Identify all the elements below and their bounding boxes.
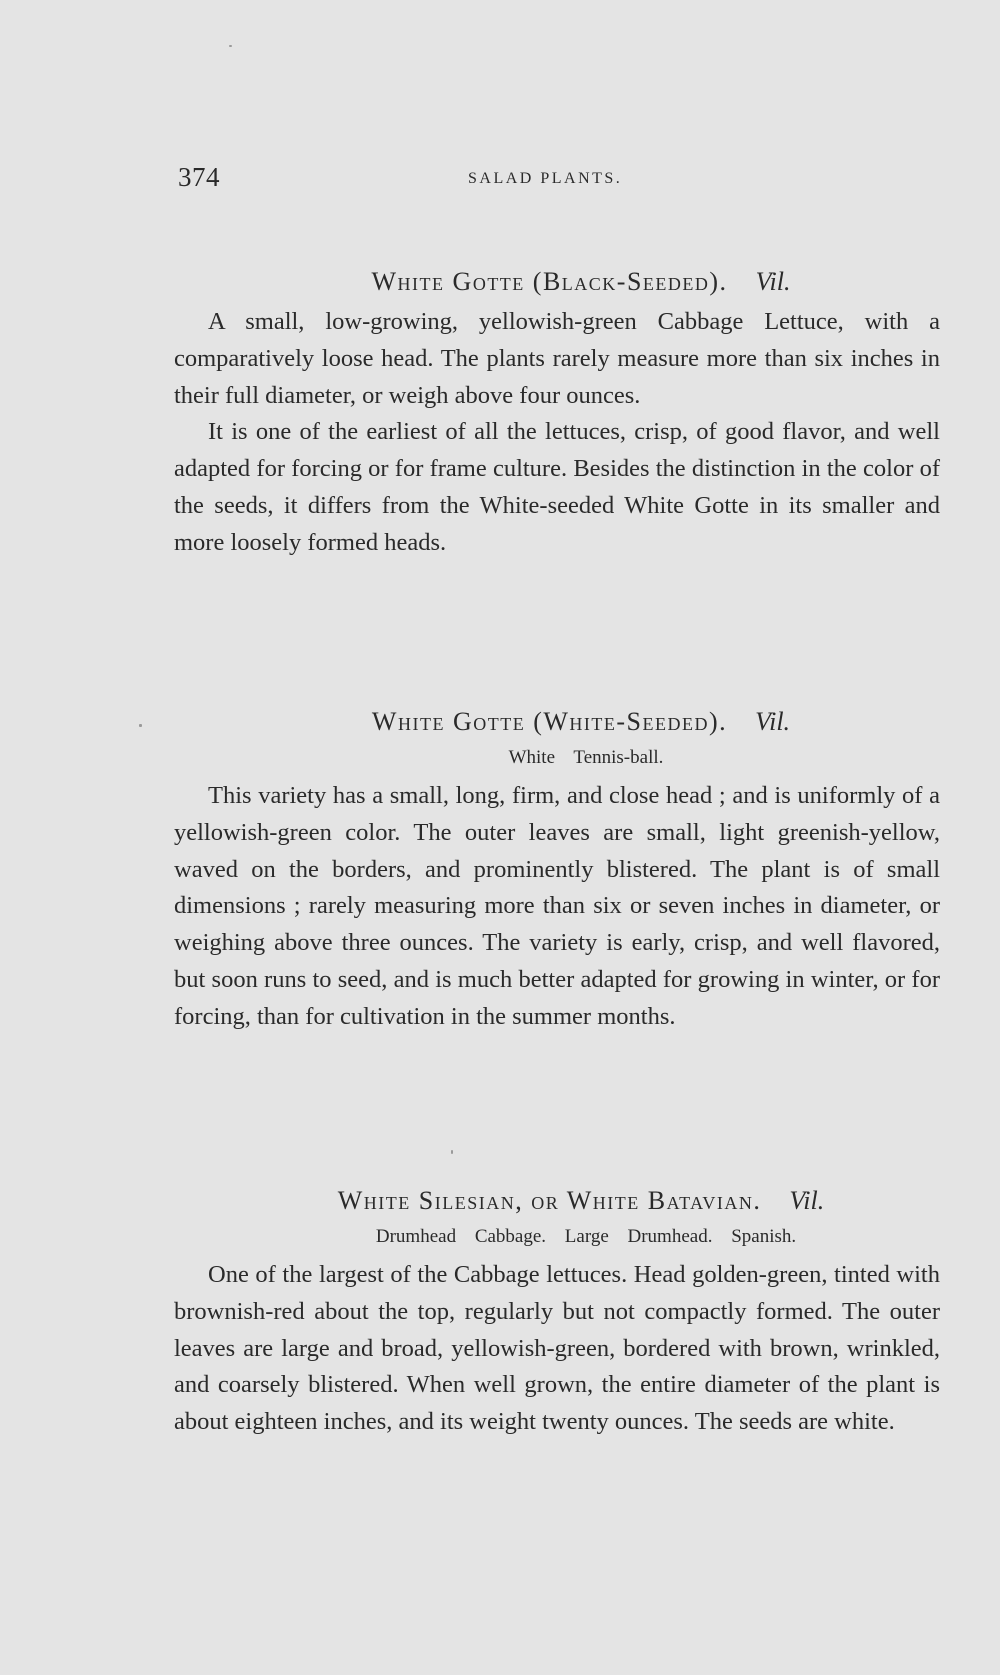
entry-title-text: White Gotte (Black-Seeded). [371,267,728,296]
entry-title [174,1181,940,1221]
entry-paragraph: This variety has a small, long, firm, and close head ; and is uniformly of a yellowish-green color. The outer leaves are small, light greenish-yellow, waved on the borders, and prominently blistered. The plant is of small dimensions ; rarely measuring more than six or seven inches in diameter, or weighing above three ounces. The variety is early, crisp, and well flavored, but soon runs to seed, and is much better adapted for growing in winter, or for forcing, than for cultivation in the summer months. [174,782,940,1030]
entry-attribution: Vil. [755,267,791,296]
entry-title-text: White Gotte (White-Seeded). [371,707,728,736]
entry-paragraph: A small, low-growing, yellowish-green Cabbage Lettuce, with a comparatively loose head. The plants rarely measure more than six inches in their full diameter, or weigh above four ounces. [174,308,940,409]
entry-title [174,262,940,302]
ink-speck [451,1150,453,1154]
entry-white-gotte-white-seeded [174,702,940,1036]
ink-speck [229,45,232,47]
entry-synonyms: White Tennis-ball. [508,747,664,768]
entry-attribution: Vil. [755,707,791,736]
entry-white-gotte-black-seeded [174,262,940,562]
entry-synonyms: Drumhead Cabbage. Large Drumhead. Spanish. [375,1226,797,1247]
running-head [178,162,940,198]
entry-title [174,702,940,742]
entry-white-silesian [174,1181,940,1441]
entry-paragraph: It is one of the earliest of all the lettuces, crisp, of good flavor, and well adapted for forcing or for frame culture. Besides the distinction in the color of the seeds, it differs from the White-seeded White Gotte in its smaller and more loosely formed heads. [174,418,940,556]
ink-speck [139,724,142,727]
running-title: SALAD PLANTS. [468,170,623,187]
entry-title-text: White Silesian, or White Batavian. [337,1186,762,1215]
page-number: 374 [178,162,220,192]
entry-paragraph: One of the largest of the Cabbage lettuces. Head golden-green, tinted with brownish-red about the top, regularly but not compactly formed. The outer leaves are large and broad, yellowish-green, bordered with brown, wrinkled, and coarsely blistered. When well grown, the entire diameter of the plant is about eighteen inches, and its weight twenty ounces. The seeds are white. [174,1261,940,1436]
entry-attribution: Vil. [789,1186,825,1215]
